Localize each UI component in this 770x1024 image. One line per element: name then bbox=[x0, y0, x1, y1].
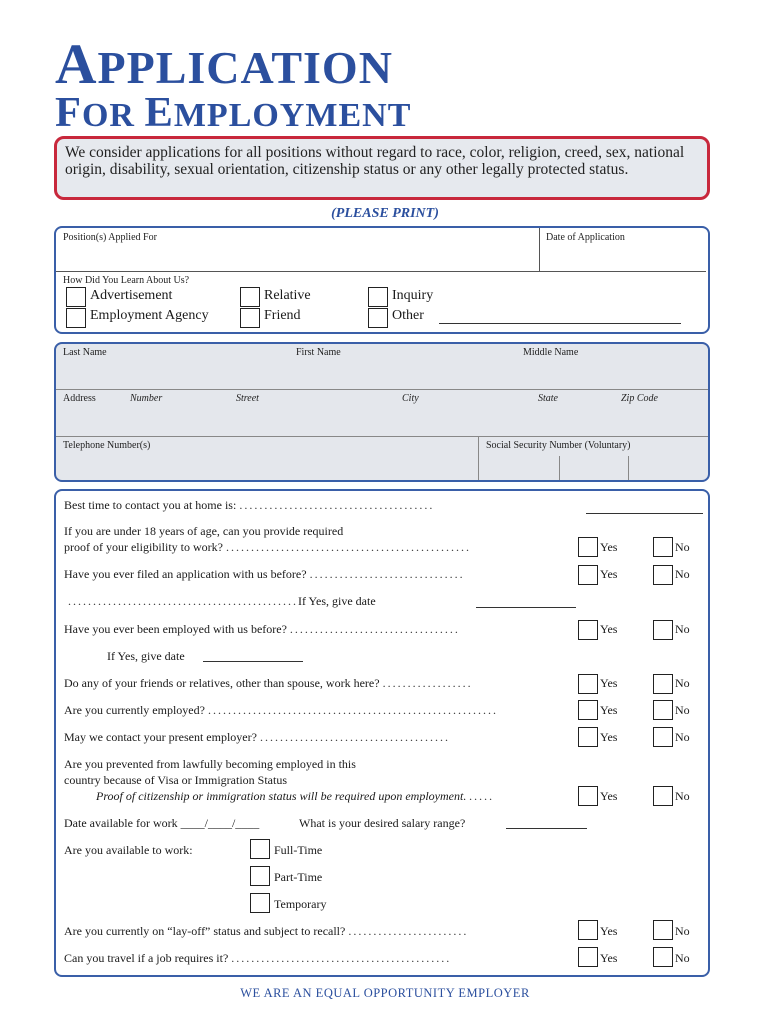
employed-date-input-line[interactable] bbox=[203, 661, 303, 662]
employed-before-yes-checkbox[interactable] bbox=[578, 620, 598, 640]
best-time-question: Best time to contact you at home is: ....................................... bbox=[64, 498, 435, 512]
number-label: Number bbox=[130, 393, 163, 404]
friends-relatives-question: Do any of your friends or relatives, other than spouse, work here? .................. bbox=[64, 676, 473, 690]
field-divider bbox=[478, 436, 479, 480]
employed-if-yes-date: If Yes, give date bbox=[107, 649, 185, 663]
how-learn-label: How Did You Learn About Us? bbox=[63, 275, 190, 286]
yes-label: Yes bbox=[600, 676, 618, 690]
inquiry-label: Inquiry bbox=[392, 288, 434, 303]
travel-yes-checkbox[interactable] bbox=[578, 947, 598, 967]
equal-opportunity-footer: WE ARE AN EQUAL OPPORTUNITY EMPLOYER bbox=[240, 986, 530, 1000]
please-print-label: (PLEASE PRINT) bbox=[331, 206, 439, 221]
employed-before-question: Have you ever been employed with us before? .................................. bbox=[64, 622, 460, 636]
filed-before-question: Have you ever filed an application with us before? ............................... bbox=[64, 567, 465, 581]
field-divider bbox=[56, 389, 708, 390]
no-label: No bbox=[675, 924, 690, 938]
disclaimer-box: We consider applications for all positions without regard to race, color, religion, creed, sex, national origin, disability, sexual orientation, citizenship status or any other legally protected status. bbox=[54, 136, 710, 200]
telephone-label: Telephone Number(s) bbox=[63, 440, 151, 451]
friend-label: Friend bbox=[264, 308, 301, 323]
travel-question: Can you travel if a job requires it? ............................................ bbox=[64, 951, 452, 965]
best-time-input-line[interactable] bbox=[586, 513, 703, 514]
employment-agency-label: Employment Agency bbox=[90, 308, 209, 323]
contact-employer-question: May we contact your present employer? ...................................... bbox=[64, 730, 450, 744]
city-label: City bbox=[402, 393, 419, 404]
yes-label: Yes bbox=[600, 924, 618, 938]
temporary-label: Temporary bbox=[274, 897, 327, 911]
inquiry-checkbox[interactable] bbox=[368, 287, 388, 307]
last-name-label: Last Name bbox=[63, 347, 107, 358]
yes-label: Yes bbox=[600, 789, 618, 803]
yes-label: Yes bbox=[600, 730, 618, 744]
available-to-work-question: Are you available to work: bbox=[64, 843, 193, 857]
layoff-yes-checkbox[interactable] bbox=[578, 920, 598, 940]
date-available-field[interactable]: Date available for work ____/____/____ bbox=[64, 816, 260, 830]
contact-employer-yes-checkbox[interactable] bbox=[578, 727, 598, 747]
travel-no-checkbox[interactable] bbox=[653, 947, 673, 967]
visa-question-line3: Proof of citizenship or immigration status will be required upon employment. ..... bbox=[96, 789, 495, 803]
advertisement-label: Advertisement bbox=[90, 288, 173, 303]
field-divider bbox=[56, 271, 706, 272]
page-title-line2: FOR EMPLOYMENT bbox=[55, 89, 412, 136]
no-label: No bbox=[675, 622, 690, 636]
salary-question: What is your desired salary range? bbox=[299, 816, 466, 830]
other-checkbox[interactable] bbox=[368, 308, 388, 328]
middle-name-label: Middle Name bbox=[523, 347, 579, 358]
visa-yes-checkbox[interactable] bbox=[578, 786, 598, 806]
employment-agency-checkbox[interactable] bbox=[66, 308, 86, 328]
no-label: No bbox=[675, 730, 690, 744]
ssn-label: Social Security Number (Voluntary) bbox=[486, 440, 631, 451]
address-label: Address bbox=[63, 393, 96, 404]
state-label: State bbox=[538, 393, 558, 404]
no-label: No bbox=[675, 789, 690, 803]
yes-label: Yes bbox=[600, 951, 618, 965]
visa-question-line2: country because of Visa or Immigration Status bbox=[64, 773, 288, 787]
layoff-no-checkbox[interactable] bbox=[653, 920, 673, 940]
positions-applied-label: Position(s) Applied For bbox=[63, 232, 157, 243]
advertisement-checkbox[interactable] bbox=[66, 287, 86, 307]
first-name-label: First Name bbox=[296, 347, 341, 358]
currently-employed-question: Are you currently employed? .......................................................... bbox=[64, 703, 498, 717]
under18-question-line1: If you are under 18 years of age, can you provide required bbox=[64, 524, 344, 538]
position-section bbox=[54, 226, 710, 334]
under18-yes-checkbox[interactable] bbox=[578, 537, 598, 557]
yes-label: Yes bbox=[600, 703, 618, 717]
visa-no-checkbox[interactable] bbox=[653, 786, 673, 806]
currently-employed-yes-checkbox[interactable] bbox=[578, 700, 598, 720]
no-label: No bbox=[675, 540, 690, 554]
visa-question-line1: Are you prevented from lawfully becoming employed in this bbox=[64, 757, 356, 771]
zip-code-label: Zip Code bbox=[621, 393, 658, 404]
relative-label: Relative bbox=[264, 288, 311, 303]
filed-before-yes-checkbox[interactable] bbox=[578, 565, 598, 585]
contact-employer-no-checkbox[interactable] bbox=[653, 727, 673, 747]
friends-no-checkbox[interactable] bbox=[653, 674, 673, 694]
personal-info-section bbox=[54, 342, 710, 482]
ssn-divider bbox=[559, 456, 560, 480]
ssn-divider bbox=[628, 456, 629, 480]
under18-no-checkbox[interactable] bbox=[653, 537, 673, 557]
relative-checkbox[interactable] bbox=[240, 287, 260, 307]
no-label: No bbox=[675, 951, 690, 965]
filed-before-no-checkbox[interactable] bbox=[653, 565, 673, 585]
part-time-checkbox[interactable] bbox=[250, 866, 270, 886]
full-time-label: Full-Time bbox=[274, 843, 323, 857]
part-time-label: Part-Time bbox=[274, 870, 323, 884]
field-divider bbox=[539, 228, 540, 271]
no-label: No bbox=[675, 703, 690, 717]
friend-checkbox[interactable] bbox=[240, 308, 260, 328]
field-divider bbox=[56, 436, 708, 437]
filed-if-yes-date: ..............................................If Yes, give date bbox=[68, 594, 376, 608]
currently-employed-no-checkbox[interactable] bbox=[653, 700, 673, 720]
filed-date-input-line[interactable] bbox=[476, 607, 576, 608]
yes-label: Yes bbox=[600, 622, 618, 636]
other-label: Other bbox=[392, 308, 424, 323]
under18-question-line2: proof of your eligibility to work? ................................................. bbox=[64, 540, 471, 554]
full-time-checkbox[interactable] bbox=[250, 839, 270, 859]
other-input-line[interactable] bbox=[439, 323, 681, 324]
street-label: Street bbox=[236, 393, 259, 404]
yes-label: Yes bbox=[600, 540, 618, 554]
yes-label: Yes bbox=[600, 567, 618, 581]
date-of-application-label: Date of Application bbox=[546, 232, 625, 243]
page-title-line1: APPLICATION bbox=[55, 33, 393, 96]
temporary-checkbox[interactable] bbox=[250, 893, 270, 913]
salary-input-line[interactable] bbox=[506, 828, 587, 829]
friends-yes-checkbox[interactable] bbox=[578, 674, 598, 694]
layoff-question: Are you currently on “lay-off” status and subject to recall? ........................ bbox=[64, 924, 469, 938]
no-label: No bbox=[675, 676, 690, 690]
employed-before-no-checkbox[interactable] bbox=[653, 620, 673, 640]
no-label: No bbox=[675, 567, 690, 581]
